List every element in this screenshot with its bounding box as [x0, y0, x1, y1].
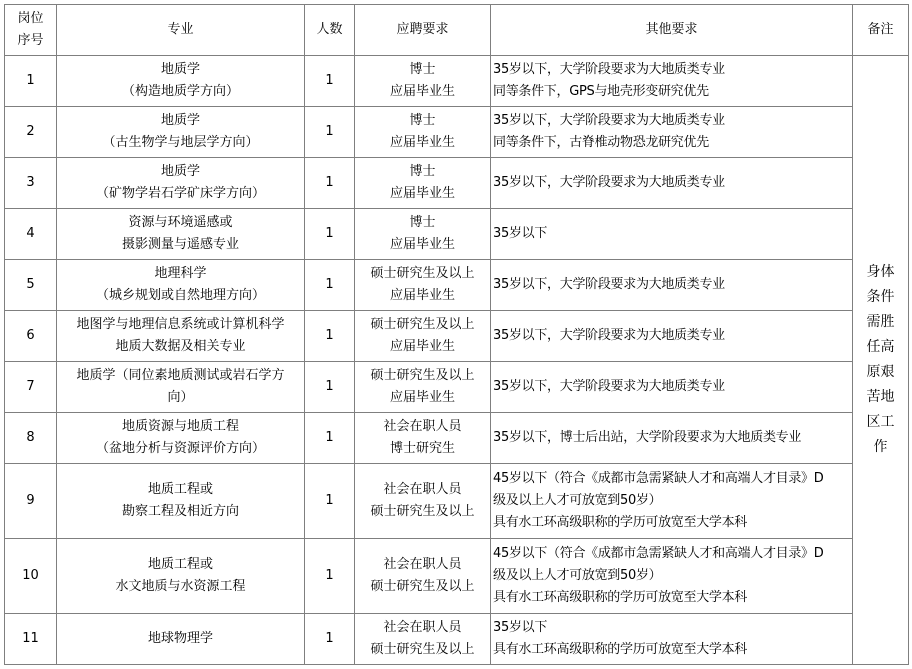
row-id: 10 [5, 539, 57, 614]
row-other-requirement [491, 260, 853, 311]
row-count: 1 [305, 311, 355, 362]
table-row [5, 539, 909, 614]
row-other-requirement-line: 35岁以下，大学阶段要求为大地质类专业 [493, 175, 725, 190]
row-other-requirement [491, 107, 853, 158]
row-requirement [355, 209, 491, 260]
row-requirement-line: 硕士研究生及以上 [370, 642, 475, 657]
row-requirement [355, 464, 491, 539]
row-major-line: 地质学 [160, 164, 200, 179]
row-requirement-line: 应届毕业生 [389, 390, 455, 405]
table-row [5, 158, 909, 209]
row-major [57, 464, 305, 539]
row-id: 5 [5, 260, 57, 311]
row-major-line: 地质大数据及相关专业 [115, 339, 246, 354]
row-other-requirement-line: 35岁以下 [493, 620, 548, 635]
row-requirement-line: 硕士研究生及以上 [370, 504, 475, 519]
row-id: 1 [5, 56, 57, 107]
row-other-requirement [491, 362, 853, 413]
row-other-requirement-line: 35岁以下，大学阶段要求为大地质类专业 [493, 113, 725, 128]
row-count: 1 [305, 413, 355, 464]
row-other-requirement [491, 464, 853, 539]
row-other-requirement [491, 413, 853, 464]
row-requirement-line: 博士 [409, 62, 436, 77]
row-count: 1 [305, 56, 355, 107]
row-major [57, 311, 305, 362]
row-major [57, 413, 305, 464]
row-major-line: （古生物学与地层学方向） [102, 135, 259, 150]
table-row [5, 209, 909, 260]
row-id: 8 [5, 413, 57, 464]
table-row [5, 260, 909, 311]
header-other-requirement: 其他要求 [491, 5, 853, 56]
table-row [5, 413, 909, 464]
row-other-requirement-line: 级及以上人才可放宽到50岁） [493, 493, 662, 508]
row-requirement-line: 应届毕业生 [389, 84, 455, 99]
row-requirement-line: 硕士研究生及以上 [370, 368, 475, 383]
row-major-line: 地理科学 [154, 266, 207, 281]
row-other-requirement-line: 35岁以下，大学阶段要求为大地质类专业 [493, 379, 725, 394]
row-other-requirement-line: 具有水工环高级职称的学历可放宽至大学本科 [493, 642, 748, 657]
header-id-line-1: 岗位 [17, 11, 44, 26]
row-count: 1 [305, 614, 355, 665]
row-major-line: 摄影测量与遥感专业 [121, 237, 239, 252]
row-id: 4 [5, 209, 57, 260]
row-major [57, 614, 305, 665]
row-requirement [355, 56, 491, 107]
table-row [5, 464, 909, 539]
row-requirement-line: 应届毕业生 [389, 135, 455, 150]
row-count: 1 [305, 158, 355, 209]
row-other-requirement-line: 同等条件下，古脊椎动物恐龙研究优先 [493, 135, 709, 150]
row-count: 1 [305, 539, 355, 614]
row-requirement-line: 应届毕业生 [389, 339, 455, 354]
row-major [57, 539, 305, 614]
row-major [57, 107, 305, 158]
row-major-line: 地质学 [160, 62, 200, 77]
row-count: 1 [305, 260, 355, 311]
row-requirement-line: 应届毕业生 [389, 237, 455, 252]
row-requirement [355, 413, 491, 464]
row-other-requirement-line: 35岁以下，博士后出站，大学阶段要求为大地质类专业 [493, 430, 802, 445]
row-major [57, 209, 305, 260]
row-count: 1 [305, 107, 355, 158]
row-major [57, 362, 305, 413]
row-count: 1 [305, 362, 355, 413]
row-other-requirement-line: 具有水工环高级职称的学历可放宽至大学本科 [493, 515, 748, 530]
table-row [5, 362, 909, 413]
row-requirement [355, 539, 491, 614]
row-requirement [355, 107, 491, 158]
row-major-line: 地质工程或 [147, 482, 213, 497]
row-other-requirement-line: 同等条件下，GPS与地壳形变研究优先 [493, 84, 709, 99]
row-other-requirement [491, 209, 853, 260]
row-requirement-line: 博士 [409, 164, 436, 179]
row-requirement-line: 社会在职人员 [383, 620, 462, 635]
row-major [57, 56, 305, 107]
row-major-line: 地质工程或 [147, 557, 213, 572]
row-requirement [355, 614, 491, 665]
header-id-line-2: 序号 [17, 33, 44, 48]
table-row [5, 56, 909, 107]
row-requirement-line: 应届毕业生 [389, 186, 455, 201]
row-requirement-line: 硕士研究生及以上 [370, 317, 475, 332]
row-other-requirement-line: 35岁以下，大学阶段要求为大地质类专业 [493, 62, 725, 77]
row-major [57, 260, 305, 311]
row-major-line: 地质学（同位素地质测试或岩石学方 [76, 368, 285, 383]
header-row [5, 5, 909, 56]
row-major-line: （城乡规划或自然地理方向） [95, 288, 265, 303]
row-other-requirement-line: 45岁以下（符合《成都市急需紧缺人才和高端人才目录》D [493, 546, 824, 561]
row-requirement-line: 应届毕业生 [389, 288, 455, 303]
row-major-line: 水文地质与水资源工程 [115, 579, 246, 594]
row-requirement [355, 158, 491, 209]
row-major-line: （矿物学岩石学矿床学方向） [95, 186, 265, 201]
row-other-requirement-line: 级及以上人才可放宽到50岁） [493, 568, 662, 583]
row-major-line: 地质学 [160, 113, 200, 128]
row-other-requirement-line: 35岁以下，大学阶段要求为大地质类专业 [493, 277, 725, 292]
row-major-line: 资源与环境遥感或 [128, 215, 233, 230]
row-requirement [355, 311, 491, 362]
row-requirement-line: 社会在职人员 [383, 557, 462, 572]
row-requirement-line: 社会在职人员 [383, 482, 462, 497]
row-other-requirement-line: 具有水工环高级职称的学历可放宽至大学本科 [493, 590, 748, 605]
row-major-line: 勘察工程及相近方向 [121, 504, 239, 519]
row-requirement-line: 博士 [409, 113, 436, 128]
row-major-line: （盆地分析与资源评价方向） [95, 441, 265, 456]
header-major: 专业 [57, 5, 305, 56]
row-requirement [355, 260, 491, 311]
note-cell [853, 56, 909, 665]
row-other-requirement-line: 45岁以下（符合《成都市急需紧缺人才和高端人才目录》D [493, 471, 824, 486]
row-major-line: 地球物理学 [147, 631, 213, 646]
row-id: 2 [5, 107, 57, 158]
table-row [5, 107, 909, 158]
table-row [5, 311, 909, 362]
row-requirement-line: 硕士研究生及以上 [370, 266, 475, 281]
row-other-requirement [491, 56, 853, 107]
header-position-id [5, 5, 57, 56]
row-other-requirement-line: 35岁以下 [493, 226, 548, 241]
row-major [57, 158, 305, 209]
row-id: 9 [5, 464, 57, 539]
header-note: 备注 [853, 5, 909, 56]
header-count: 人数 [305, 5, 355, 56]
row-requirement-line: 社会在职人员 [383, 419, 462, 434]
row-major-line: 地图学与地理信息系统或计算机科学 [76, 317, 285, 332]
row-requirement-line: 博士研究生 [389, 441, 455, 456]
row-major-line: （构造地质学方向） [121, 84, 239, 99]
row-other-requirement [491, 539, 853, 614]
row-id: 11 [5, 614, 57, 665]
row-major-line: 向） [167, 390, 194, 405]
job-table [4, 4, 909, 665]
row-requirement-line: 硕士研究生及以上 [370, 579, 475, 594]
note-text: 身体条件需胜任高原艰苦地区工作 [866, 264, 895, 455]
header-requirement: 应聘要求 [355, 5, 491, 56]
row-other-requirement-line: 35岁以下，大学阶段要求为大地质类专业 [493, 328, 725, 343]
row-major-line: 地质资源与地质工程 [121, 419, 239, 434]
row-other-requirement [491, 614, 853, 665]
row-requirement-line: 博士 [409, 215, 436, 230]
row-id: 7 [5, 362, 57, 413]
row-id: 6 [5, 311, 57, 362]
table-row [5, 614, 909, 665]
row-other-requirement [491, 158, 853, 209]
row-other-requirement [491, 311, 853, 362]
row-count: 1 [305, 209, 355, 260]
row-requirement [355, 362, 491, 413]
row-count: 1 [305, 464, 355, 539]
row-id: 3 [5, 158, 57, 209]
